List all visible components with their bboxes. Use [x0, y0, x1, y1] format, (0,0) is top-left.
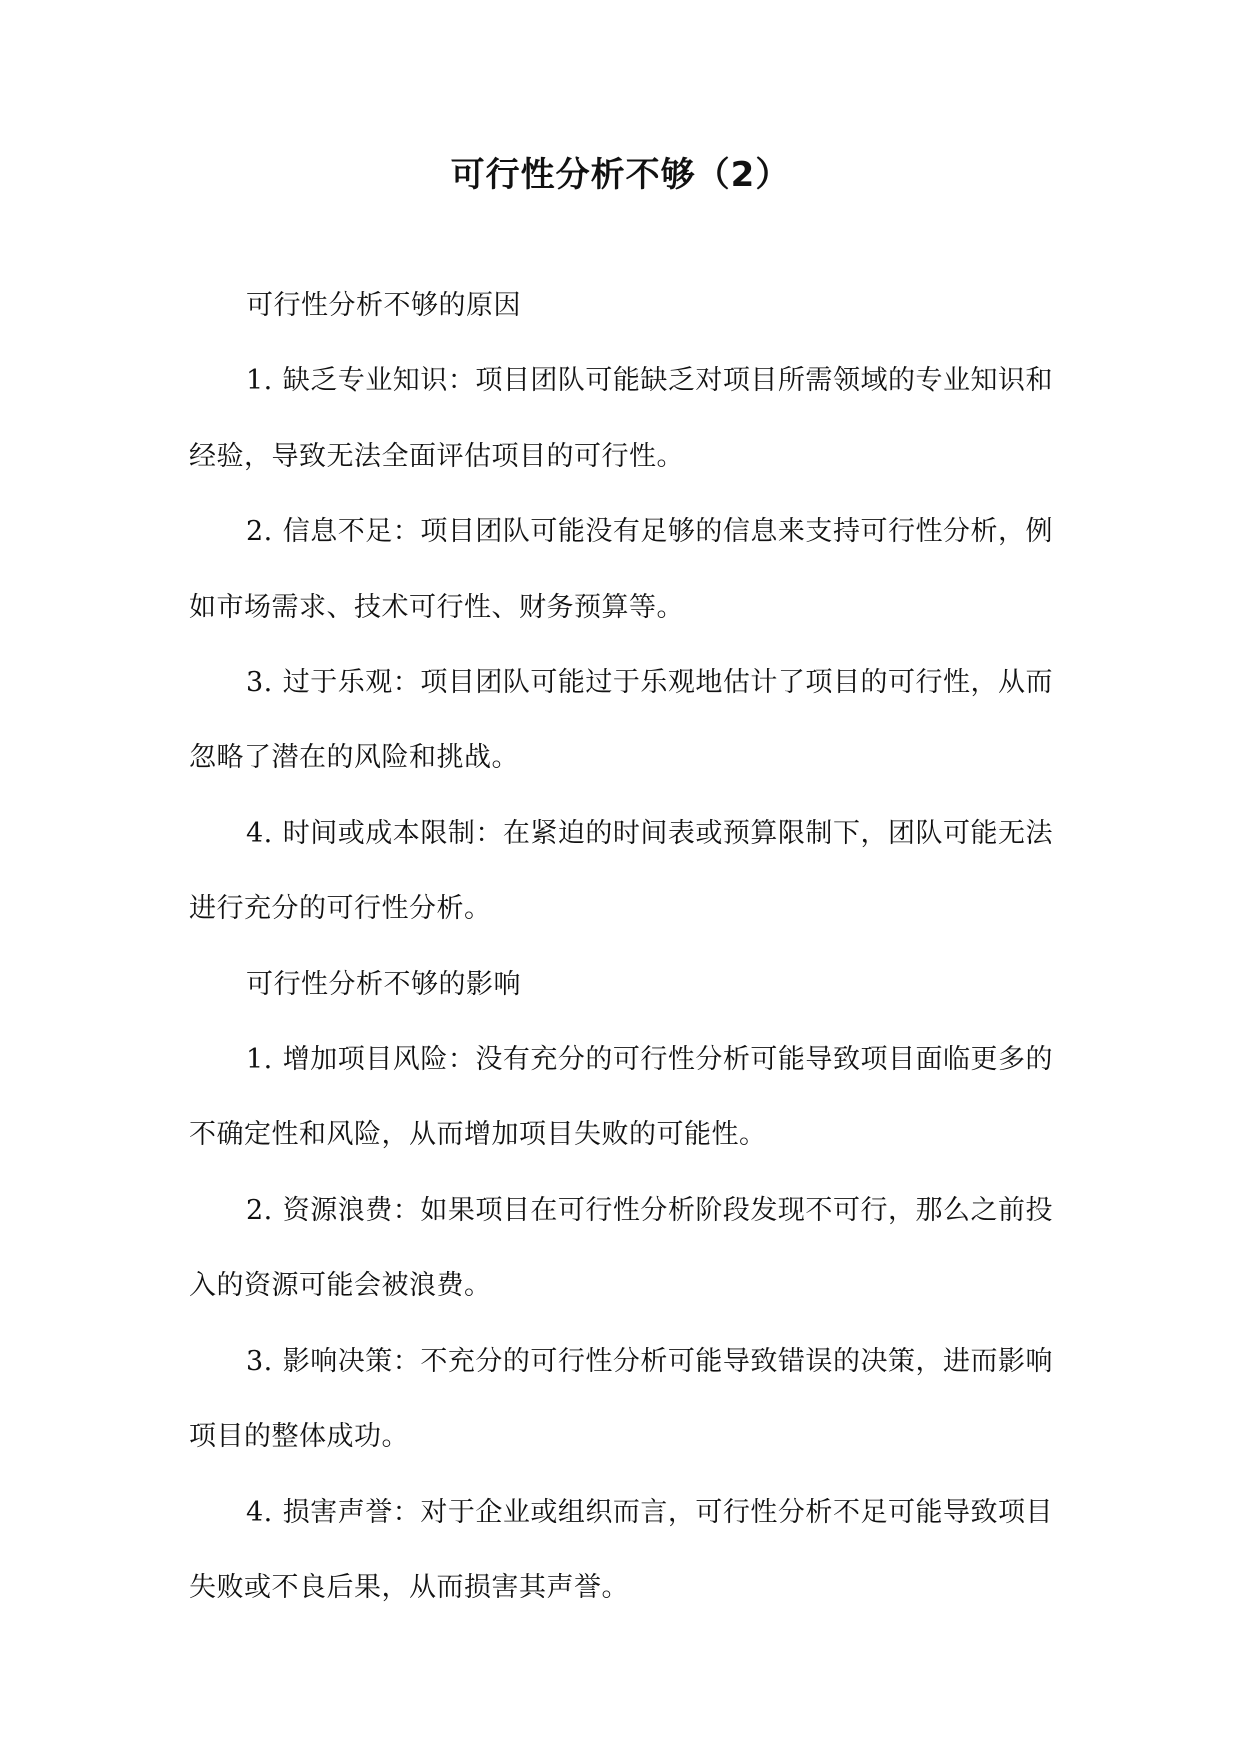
list-item — [189, 343, 1053, 494]
list-item — [189, 796, 1053, 947]
list-item — [189, 494, 1053, 645]
item-number: 2. — [246, 1194, 273, 1226]
item-text: 信息不足：项目团队可能没有足够的信息来支持可行性分析，例如市场需求、技术可行性、财务预算等。 — [189, 516, 1053, 623]
item-number: 1. — [246, 1044, 273, 1076]
item-text: 损害声誉：对于企业或组织而言，可行性分析不足可能导致项目失败或不良后果，从而损害其声誉。 — [189, 1496, 1053, 1603]
list-item — [189, 1022, 1053, 1173]
item-text: 增加项目风险：没有充分的可行性分析可能导致项目面临更多的不确定性和风险，从而增加项目失败的可能性。 — [189, 1044, 1053, 1151]
item-text: 时间或成本限制：在紧迫的时间表或预算限制下，团队可能无法进行充分的可行性分析。 — [189, 817, 1053, 925]
item-number: 3. — [246, 667, 273, 699]
item-text: 缺乏专业知识：项目团队可能缺乏对项目所需领域的专业知识和经验，导致无法全面评估项目的可行性。 — [189, 365, 1053, 472]
item-number: 4. — [246, 1496, 273, 1528]
list-item — [189, 1475, 1053, 1626]
item-text: 过于乐观：项目团队可能过于乐观地估计了项目的可行性，从而忽略了潜在的风险和挑战。 — [189, 667, 1053, 774]
section-heading-impacts: 可行性分析不够的影响 — [246, 968, 521, 1000]
list-item — [189, 645, 1053, 796]
list-item — [189, 1173, 1053, 1324]
item-text: 影响决策：不充分的可行性分析可能导致错误的决策，进而影响项目的整体成功。 — [189, 1345, 1053, 1453]
item-number: 3. — [246, 1345, 273, 1377]
item-number: 1. — [246, 365, 273, 397]
document-title: 可行性分析不够（2） — [450, 155, 791, 195]
document-body — [189, 268, 1053, 1625]
section-heading-causes: 可行性分析不够的原因 — [246, 290, 521, 321]
item-text: 资源浪费：如果项目在可行性分析阶段发现不可行，那么之前投入的资源可能会被浪费。 — [189, 1194, 1053, 1302]
list-item — [189, 1324, 1053, 1475]
item-number: 4. — [246, 817, 273, 849]
item-number: 2. — [246, 516, 273, 548]
